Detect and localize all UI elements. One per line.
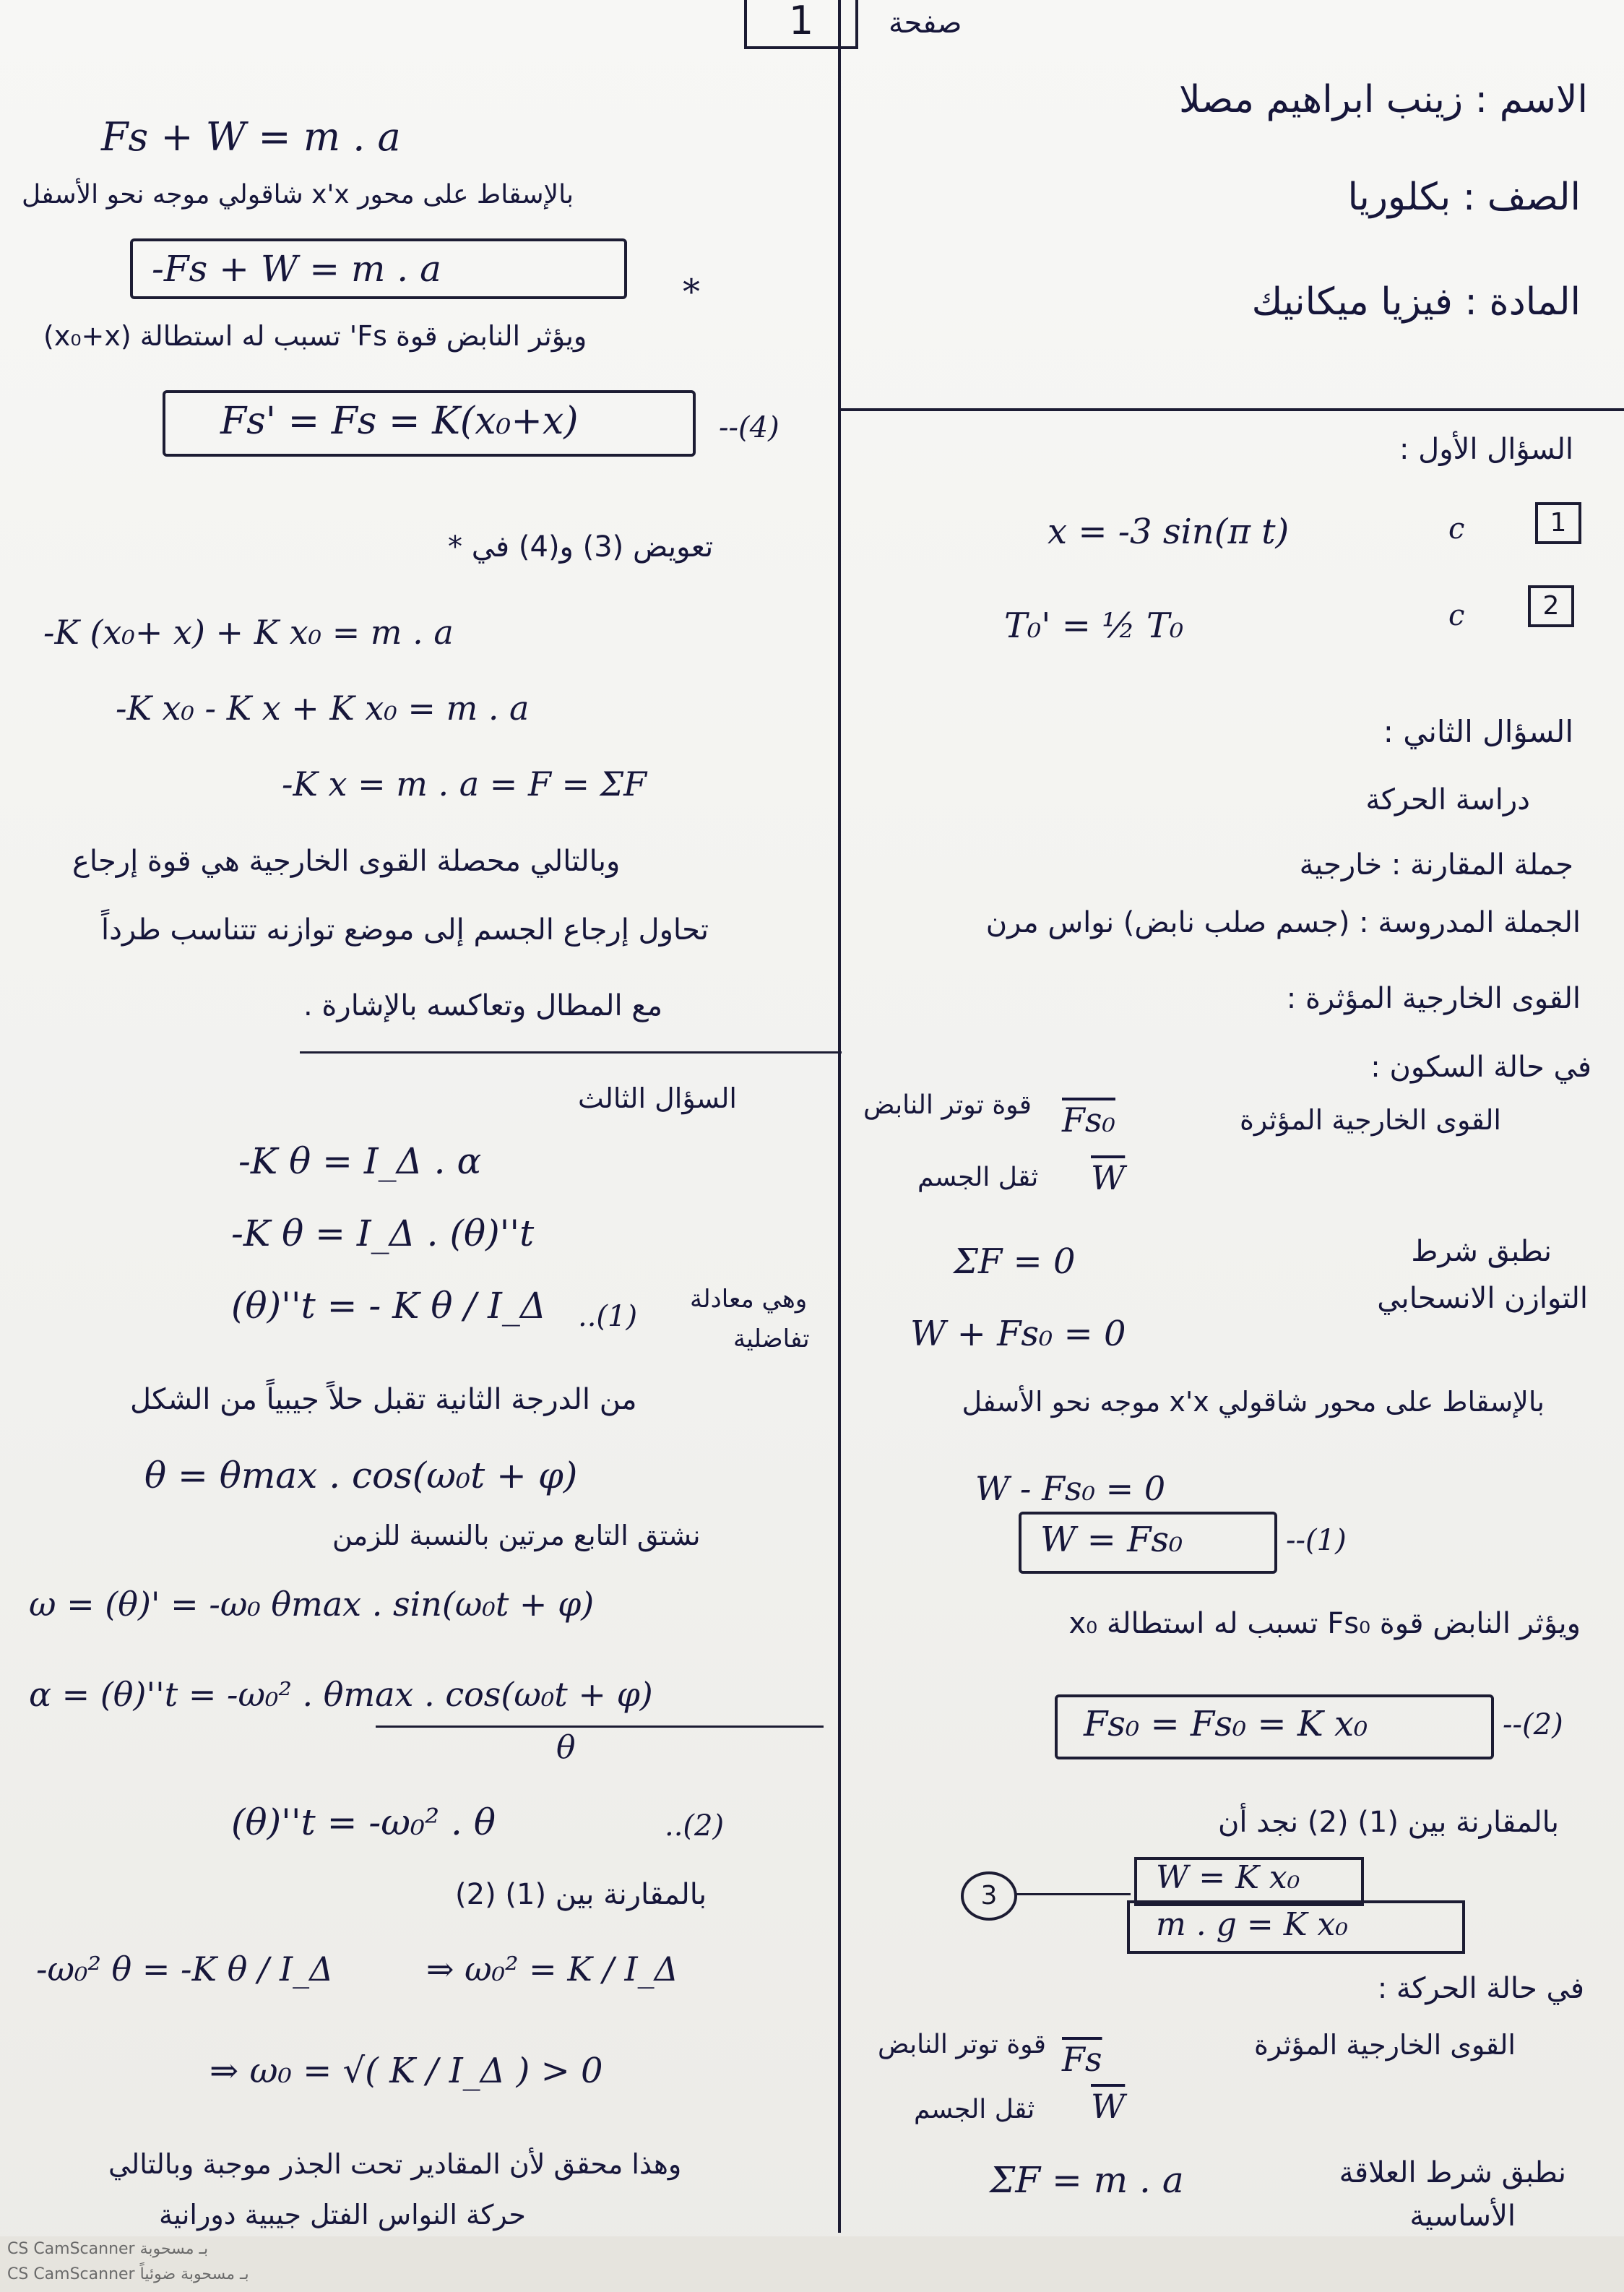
w2-label: ثقل الجسم: [914, 2095, 1035, 2124]
q3-eq-8: -ω₀² θ = -K θ / I_Δ: [36, 1950, 334, 1989]
eq-c2: m . g = K x₀: [1156, 1906, 1348, 1943]
left-conclusion-2: تحاول إرجاع الجسم إلى موضع توازنه تتناسب طرداً: [101, 913, 709, 947]
page-number: 1: [788, 0, 814, 43]
w-label: ثقل الجسم: [917, 1163, 1039, 1192]
fs0-vector: Fs₀: [1062, 1100, 1115, 1139]
left-conclusion-3: مع المطال وتعاكسه بالإشارة .: [303, 989, 662, 1022]
fs-label: قوة توتر النابض: [878, 2030, 1046, 2059]
q3-eq-2: -K θ = I_Δ . (θ)''t: [231, 1212, 535, 1254]
q1-b-num: 2: [1528, 585, 1574, 627]
q3-title: السؤال الثالث: [578, 1082, 737, 1114]
q3-eq-4: θ = θmax . cos(ω₀t + φ): [144, 1455, 578, 1496]
q3-eq-9: ⇒ ω₀² = K / I_Δ: [426, 1950, 678, 1989]
q1-a-num: 1: [1535, 502, 1581, 544]
q3-final-1: وهذا محقق لأن المقادير تحت الجذر موجبة وبالتالي: [108, 2148, 682, 2180]
q3-note-1: وهي معادلة: [690, 1285, 808, 1314]
eq-k: Fs₀ = Fs₀ = K x₀: [1084, 1704, 1368, 1744]
newton-eq: ΣF = m . a: [990, 2159, 1184, 2201]
q2-title: السؤال الثاني :: [1383, 714, 1573, 749]
q3-eq-7: (θ)''t = -ω₀² . θ: [231, 1801, 496, 1843]
studied-system: الجملة المدروسة : (جسم صلب نابض) نواس مرن: [985, 906, 1581, 939]
motion-forces: القوى الخارجية المؤثرة: [1253, 2029, 1516, 2061]
q1-b-letter: c: [1448, 599, 1465, 632]
q1-title: السؤال الأول :: [1399, 433, 1573, 466]
q1-a-letter: c: [1448, 512, 1465, 546]
q3-eq-5: ω = (θ)' = -ω₀ θmax . sin(ω₀t + φ): [29, 1585, 595, 1624]
left-eq-5: -K x₀ - K x + K x₀ = m . a: [116, 689, 530, 728]
page-number-box: [744, 0, 858, 49]
left-star: *: [683, 272, 700, 312]
left-divider: [300, 1051, 842, 1054]
rest-forces: القوى الخارجية المؤثرة: [1239, 1104, 1501, 1136]
student-class: الصف : بكلوريا: [1347, 176, 1581, 219]
fs-vector: $\overline{Fs}$: [1062, 2040, 1102, 2079]
scanner-footer: [0, 2236, 1624, 2292]
q3-note-2: تفاضلية: [733, 1324, 810, 1353]
w-vector: $\overline{W}$: [1091, 1158, 1126, 1197]
equilibrium-cond-2: التوازن الانسحابي: [1377, 1282, 1588, 1315]
left-conclusion-1: وبالتالي محصلة القوى الخارجية هي قوة إرجاع: [72, 845, 621, 878]
motion-state: في حالة الحركة :: [1377, 1972, 1584, 2005]
rest-state: في حالة السكون :: [1370, 1051, 1591, 1084]
scanner-watermark-1: CS CamScanner بـ مسحوبة: [7, 2240, 209, 2258]
header-divider-right: [841, 408, 1624, 411]
q1-b-equation: T₀' = ½ T₀: [1004, 606, 1184, 646]
left-eq-6: -K x = m . a = F = ΣF: [282, 764, 647, 804]
tag-3-circle: 3: [961, 1871, 1017, 1921]
scanner-watermark-2: CS CamScanner بـ مسحوبة ضوئياً: [7, 2265, 249, 2283]
sum-forces-eq: ΣF = 0: [954, 1241, 1076, 1282]
equilibrium-cond-1: نطبق شرط: [1411, 1235, 1552, 1268]
column-divider: [838, 0, 841, 2233]
page-word: صفحة: [889, 7, 962, 40]
left-eq-3: Fs' = Fs = K(x₀+x): [220, 400, 579, 443]
q3-final-2: حركة النواس الفتل جيبية دورانية: [159, 2199, 526, 2231]
eq-w-2: W = Fs₀: [1040, 1520, 1183, 1560]
reference-frame: جملة المقارنة : خارجية: [1299, 848, 1573, 882]
arrow-to-eq: [1015, 1893, 1131, 1895]
left-tension: ويؤثر النابض قوة Fs' تسبب له استطالة (x₀+x): [43, 320, 587, 352]
tag-2: --(2): [1503, 1708, 1563, 1741]
q3-eq-6-denominator: θ: [556, 1729, 576, 1766]
newton-cond-2: الأساسية: [1409, 2200, 1516, 2233]
projection-note-right: بالإسقاط على محور شاقولي x'x موجه نحو الأسفل: [962, 1386, 1545, 1418]
q3-derive-note: نشتق التابع مرتين بالنسبة للزمن: [332, 1520, 701, 1551]
left-tag-4: --(4): [719, 411, 779, 444]
q3-tag-1: ..(1): [578, 1300, 638, 1333]
student-subject: المادة : فيزيا ميكانيك: [1251, 280, 1581, 324]
sum-forces-eq-2: W + Fs₀ = 0: [910, 1314, 1126, 1354]
q3-eq-6: α = (θ)''t = -ω₀² . θmax . cos(ω₀t + φ): [29, 1675, 653, 1714]
newton-cond-1: نطبق شرط العلاقة: [1339, 2156, 1566, 2189]
q1-a-equation: x = -3 sin(π t): [1048, 512, 1290, 552]
fs0-label: قوة توتر النابض: [863, 1090, 1032, 1120]
q3-compare: بالمقارنة بين (1) (2): [455, 1878, 707, 1911]
tension-note: ويؤثر النابض قوة Fs₀ تسبب له استطالة x₀: [1068, 1607, 1581, 1640]
w2-vector: $\overline{W}$: [1091, 2087, 1126, 2126]
student-name: الاسم : زينب ابراهيم مصلا: [1178, 78, 1588, 121]
left-projection: بالإسقاط على محور x'x شاقولي موجه نحو الأسفل: [22, 180, 574, 210]
left-substitute: تعويض (3) و(4) في *: [448, 530, 714, 564]
eq-w-1: W - Fs₀ = 0: [975, 1469, 1166, 1508]
left-eq-2: -Fs + W = m . a: [152, 248, 441, 290]
q3-solution-form: من الدرجة الثانية تقبل حلاً جيبياً من الشكل: [130, 1383, 637, 1416]
q2-study: دراسة الحركة: [1365, 783, 1530, 817]
compare-note-right: بالمقارنة بين (1) (2) نجد أن: [1218, 1806, 1559, 1839]
q3-eq-10: ⇒ ω₀ = √( K / I_Δ ) > 0: [210, 2051, 603, 2091]
q3-eq-6-rule: [376, 1726, 824, 1728]
q3-eq-3: (θ)''t = - K θ / I_Δ: [231, 1285, 547, 1327]
q3-tag-2: ..(2): [665, 1809, 725, 1843]
left-eq-4: -K (x₀+ x) + K x₀ = m . a: [43, 613, 454, 652]
tag-1: --(1): [1286, 1524, 1347, 1557]
eq-c1: W = K x₀: [1156, 1859, 1300, 1896]
q3-eq-1: -K θ = I_Δ . α: [238, 1140, 482, 1182]
external-forces: القوى الخارجية المؤثرة :: [1286, 982, 1581, 1015]
left-eq-1: Fs + W = m . a: [101, 114, 401, 160]
